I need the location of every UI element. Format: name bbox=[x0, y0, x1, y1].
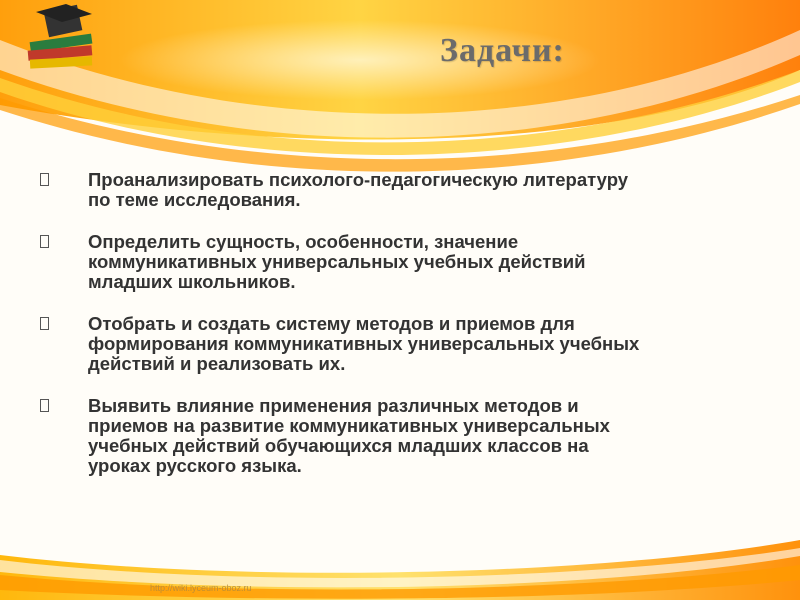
list-item bbox=[40, 170, 760, 210]
footer-url: http://wiki.lyceum-oboz.ru bbox=[150, 583, 252, 593]
bullet-icon bbox=[40, 396, 88, 415]
list-item-text: Определить сущность, особенности, значение коммуникативных универсальных учебных действий младших школьников. bbox=[88, 231, 586, 292]
bullet-icon bbox=[40, 232, 88, 251]
list-item-text: Проанализировать психолого-педагогическую литературу по теме исследования. bbox=[88, 169, 629, 210]
list-item-text: Отобрать и создать систему методов и приемов для формирования коммуникативных универсальных учебных действий и реализовать их. bbox=[88, 313, 640, 374]
bullet-icon bbox=[40, 314, 88, 333]
task-list bbox=[40, 170, 760, 498]
page-title: Задачи: bbox=[440, 32, 565, 69]
list-item bbox=[40, 232, 760, 292]
bullet-icon bbox=[40, 170, 88, 189]
list-item bbox=[40, 314, 760, 374]
list-item-text: Выявить влияние применения различных методов и приемов на развитие коммуникативных универсальных учебных действий обучающихся младших классов на уроках русского языка. bbox=[88, 395, 610, 476]
list-item bbox=[40, 396, 760, 476]
